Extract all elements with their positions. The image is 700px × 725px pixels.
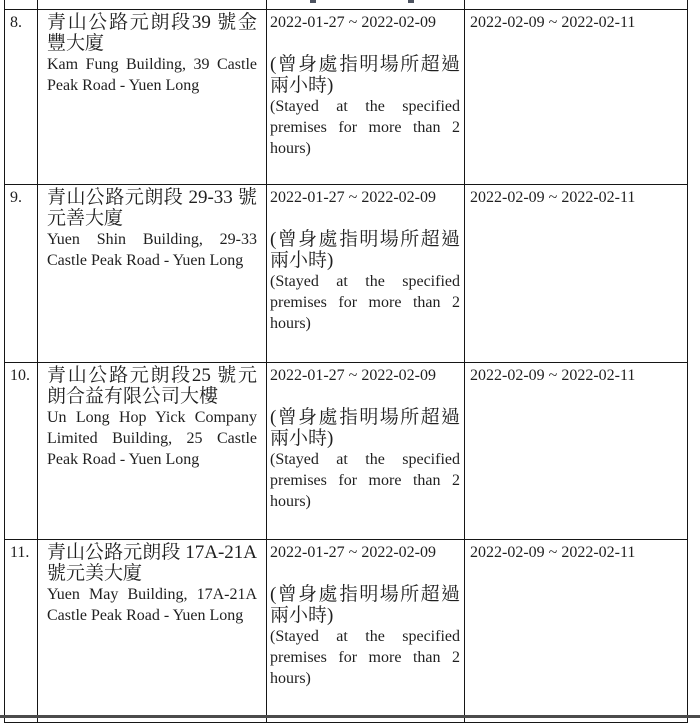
period-note-en: (Stayed at the specified premises for more than 2 hours) bbox=[270, 628, 460, 687]
period-cell bbox=[267, 540, 465, 723]
address-zh: 青山公路元朗段 17A-21A 號元美大廈 bbox=[47, 542, 257, 584]
period-note-zh: (曾身處指明場所超過兩小時) bbox=[270, 407, 460, 449]
page-bottom-rule bbox=[0, 715, 700, 718]
table-row bbox=[5, 185, 688, 363]
row-number: 9. bbox=[5, 185, 38, 363]
test-period-dates: 2022-02-09 ~ 2022-02-11 bbox=[470, 367, 636, 384]
period-note-en: (Stayed at the specified premises for more than 2 hours) bbox=[270, 451, 460, 510]
period-cell bbox=[267, 10, 465, 185]
period-note-zh: (曾身處指明場所超過兩小時) bbox=[270, 54, 460, 96]
period-cell bbox=[267, 363, 465, 540]
cut-off-header-row bbox=[5, 0, 688, 10]
table-row bbox=[5, 10, 688, 185]
test-period-cell bbox=[465, 363, 688, 540]
period-dates: 2022-01-27 ~ 2022-02-09 bbox=[270, 14, 436, 31]
address-en: Kam Fung Building, 39 Castle Peak Road - Yuen Long bbox=[47, 56, 257, 94]
row-number: 10. bbox=[5, 363, 38, 540]
period-dates: 2022-01-27 ~ 2022-02-09 bbox=[270, 367, 436, 384]
header-cell-no bbox=[5, 0, 38, 10]
period-dates: 2022-01-27 ~ 2022-02-09 bbox=[270, 544, 436, 561]
period-note-zh: (曾身處指明場所超過兩小時) bbox=[270, 584, 460, 626]
address-en: Un Long Hop Yick Company Limited Building, 25 Castle Peak Road - Yuen Long bbox=[47, 409, 257, 468]
row-number: 8. bbox=[5, 10, 38, 185]
table-row bbox=[5, 540, 688, 723]
test-period-cell bbox=[465, 185, 688, 363]
period-note-en: (Stayed at the specified premises for more than 2 hours) bbox=[270, 273, 460, 332]
period-dates: 2022-01-27 ~ 2022-02-09 bbox=[270, 189, 436, 206]
test-period-cell bbox=[465, 10, 688, 185]
table-row bbox=[5, 363, 688, 540]
period-cell bbox=[267, 185, 465, 363]
address-zh: 青山公路元朗段39 號金豐大廈 bbox=[47, 12, 257, 54]
address-zh: 青山公路元朗段 29-33 號元善大廈 bbox=[47, 187, 257, 229]
test-period-dates: 2022-02-09 ~ 2022-02-11 bbox=[470, 544, 636, 561]
address-en: Yuen May Building, 17A-21A Castle Peak Road - Yuen Long bbox=[47, 586, 257, 624]
address-en: Yuen Shin Building, 29-33 Castle Peak Road - Yuen Long bbox=[47, 231, 257, 269]
testing-notice-table bbox=[4, 0, 688, 723]
header-cell-period bbox=[267, 0, 465, 10]
address-zh: 青山公路元朗段25 號元朗合益有限公司大樓 bbox=[47, 365, 257, 407]
premises-cell bbox=[38, 185, 267, 363]
test-period-dates: 2022-02-09 ~ 2022-02-11 bbox=[470, 189, 636, 206]
cut-off-header-glyph-fragment bbox=[408, 0, 414, 3]
row-number: 11. bbox=[5, 540, 38, 723]
cut-off-header-glyph-fragment bbox=[310, 0, 316, 3]
premises-cell bbox=[38, 540, 267, 723]
period-note-zh: (曾身處指明場所超過兩小時) bbox=[270, 229, 460, 271]
test-period-dates: 2022-02-09 ~ 2022-02-11 bbox=[470, 14, 636, 31]
header-cell-address bbox=[38, 0, 267, 10]
test-period-cell bbox=[465, 540, 688, 723]
premises-cell bbox=[38, 363, 267, 540]
header-cell-test-period bbox=[465, 0, 688, 10]
period-note-en: (Stayed at the specified premises for more than 2 hours) bbox=[270, 98, 460, 157]
premises-cell bbox=[38, 10, 267, 185]
